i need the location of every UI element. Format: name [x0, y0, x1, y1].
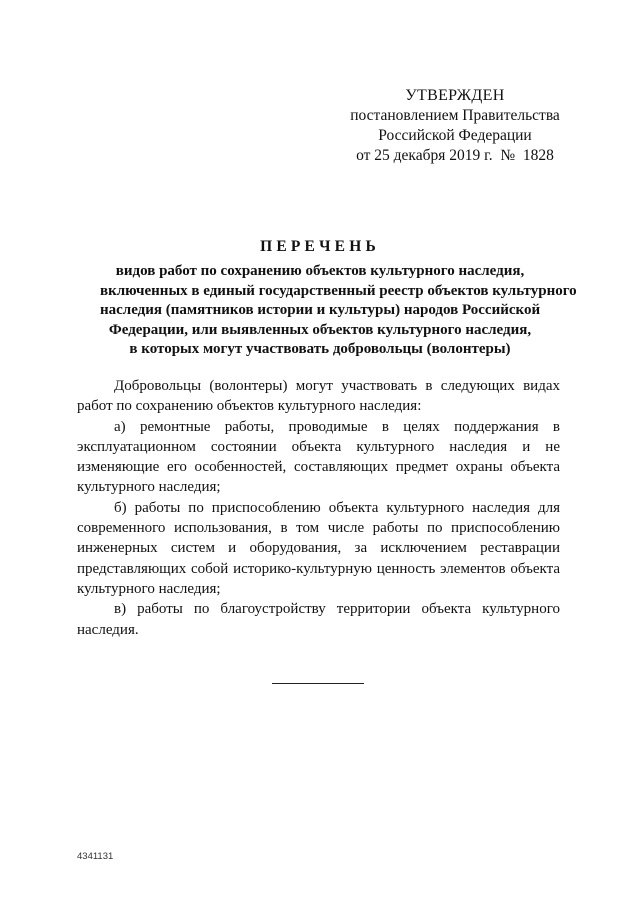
closing-divider — [272, 683, 364, 684]
subtitle-line: включенных в единый государственный реестр объектов культурного — [100, 282, 577, 299]
approval-block — [330, 86, 580, 166]
approval-heading: УТВЕРЖДЕН — [405, 87, 505, 104]
list-item-a: а) ремонтные работы, проводимые в целях поддержания в эксплуатационном состоянии объекта культурного наследия и не изменяющие его особенностей, составляющих предмет охраны объекта культурного наследия; — [77, 418, 560, 496]
subtitle-line: в которых могут участвовать добровольцы (волонтеры) — [129, 341, 511, 357]
document-number: 4341131 — [77, 851, 114, 862]
approval-line-government: постановлением Правительства — [350, 107, 560, 124]
approval-line-federation: Российской Федерации — [378, 127, 532, 144]
subtitle-line: наследия (памятников истории и культуры) народов Российской — [100, 302, 541, 318]
document-subtitle — [100, 262, 577, 360]
list-item-b: б) работы по приспособлению объекта культурного наследия для современного использования, в том числе работы по приспособлению инженерных систем и оборудования, за исключением реставрации представляющих собой историко-культурную ценность элементов объекта культурного наследия; — [77, 499, 560, 597]
document-body — [77, 376, 560, 640]
intro-paragraph: Добровольцы (волонтеры) могут участвовать в следующих видах работ по сохранению объектов культурного наследия: — [77, 378, 560, 415]
list-item-c: в) работы по благоустройству территории объекта культурного наследия. — [77, 601, 560, 638]
subtitle-line: видов работ по сохранению объектов культурного наследия, — [115, 263, 525, 279]
subtitle-line: Федерации, или выявленных объектов культурного наследия, — [108, 321, 532, 338]
document-title: ПЕРЕЧЕНЬ — [260, 238, 380, 255]
approval-date-number: от 25 декабря 2019 г. № 1828 — [356, 147, 554, 164]
